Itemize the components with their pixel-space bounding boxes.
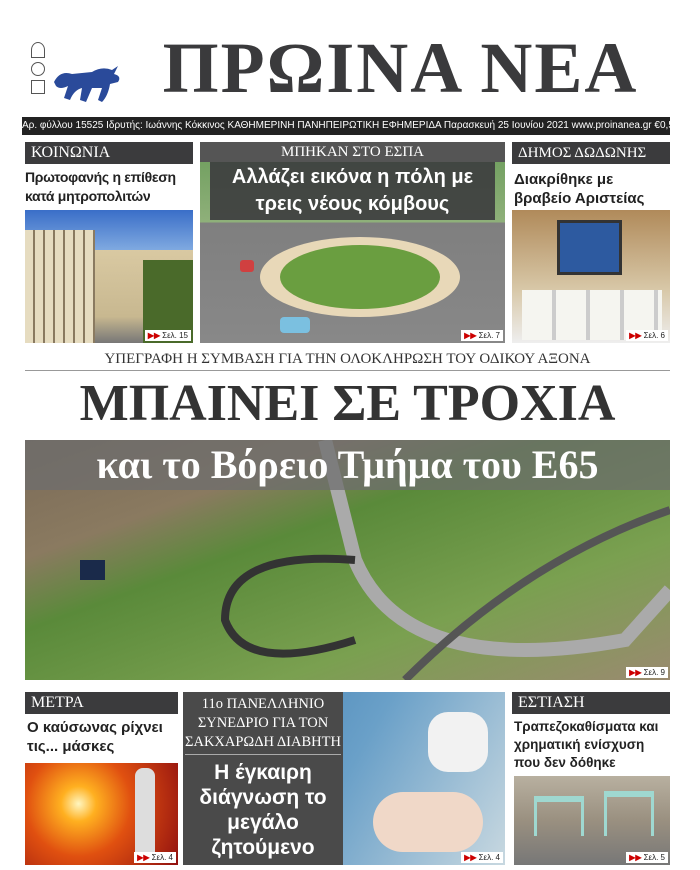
page-ref: ▶▶ Σελ. 6 bbox=[626, 330, 668, 341]
section-label: ΕΣΤΙΑΣΗ bbox=[512, 692, 670, 714]
page-ref: ▶▶ Σελ. 4 bbox=[134, 852, 176, 863]
story-headline[interactable]: Διακρίθηκε με βραβείο Αριστείας bbox=[514, 171, 645, 207]
section-kicker: 11ο ΠΑΝΕΛΛΗΝΙΟ ΣΥΝΕΔΡΙΟ ΓΙΑ ΤΟΝ ΣΑΚΧΑΡΩΔΗ ΔΙΑΒΗΤΗ bbox=[185, 695, 341, 755]
masthead-title: ΠΡΩΙΝΑ ΝΕΑ bbox=[162, 28, 639, 108]
tables-chairs-photo bbox=[514, 776, 670, 865]
certification-logos bbox=[28, 42, 48, 104]
story-headline[interactable]: Ο καύσωνας ρίχνει τις... μάσκες bbox=[27, 719, 163, 755]
section-label: ΚΟΙΝΩΝΙΑ bbox=[25, 142, 193, 164]
section-label: ΔΗΜΟΣ ΔΩΔΩΝΗΣ bbox=[512, 142, 670, 164]
masthead-info-bar: Αρ. φύλλου 15525 Ιδρυτής: Ιωάννης Κόκκινος ΚΑΘΗΜΕΡΙΝΗ ΠΑΝΗΠΕΙΡΩΤΙΚΗ ΕΦΗΜΕΡΙΔΑ Παρασκευή 25 Ιουνίου 2021 www.proinanea.gr €0,50 bbox=[22, 117, 670, 135]
story-headline[interactable]: Τραπεζοκαθίσματα και χρηματική ενίσχυση που δεν δόθηκε bbox=[514, 719, 659, 770]
award-photo bbox=[512, 210, 670, 343]
main-kicker: ΥΠΕΓΡΑΦΗ Η ΣΥΜΒΑΣΗ ΓΙΑ ΤΗΝ ΟΛΟΚΛΗΡΩΣΗ ΤΟΥ ΟΔΙΚΟΥ ΑΞΟΝΑ bbox=[25, 348, 670, 371]
page-ref: ▶▶ Σελ. 9 bbox=[626, 667, 668, 678]
story-headline[interactable]: Αλλάζει εικόνα η πόλη με τρεις νέους κόμβους bbox=[210, 162, 495, 220]
page-ref: ▶▶ Σελ. 15 bbox=[145, 330, 191, 341]
building-photo bbox=[25, 210, 193, 343]
page-ref: ▶▶ Σελ. 4 bbox=[461, 852, 503, 863]
page-ref: ▶▶ Σελ. 7 bbox=[461, 330, 503, 341]
main-subhead: και το Βόρειο Τμήμα του Ε65 bbox=[96, 442, 599, 487]
story-headline[interactable]: Η έγκαιρη διάγνωση το μεγάλο ζητούμενο bbox=[199, 761, 327, 859]
section-label: ΜΠΗΚΑΝ ΣΤΟ ΕΣΠΑ bbox=[200, 142, 505, 162]
bull-logo bbox=[52, 62, 124, 104]
section-label: ΜΕΤΡΑ bbox=[25, 692, 178, 714]
main-headline[interactable]: ΜΠΑΙΝΕΙ ΣΕ ΤΡΟΧΙΑ bbox=[79, 375, 616, 432]
page-ref: ▶▶ Σελ. 5 bbox=[626, 852, 668, 863]
heatwave-thermometer-photo bbox=[25, 763, 178, 865]
story-headline[interactable]: Πρωτοφανής η επίθεση κατά μητροπολιτών bbox=[25, 169, 176, 204]
